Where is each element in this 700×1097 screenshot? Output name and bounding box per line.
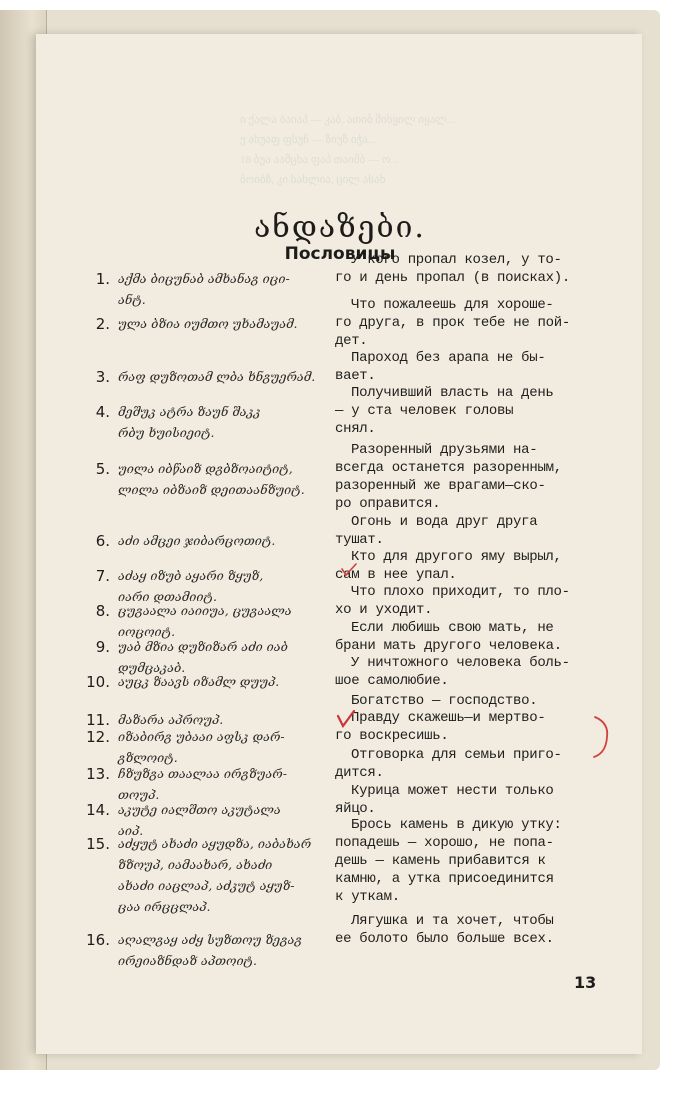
russian-line: дится. — [335, 765, 384, 781]
russian-line: Кто для другого яму вырыл, — [351, 549, 562, 565]
bracket-mark-icon — [592, 715, 612, 759]
russian-line: го воскресишь. — [335, 728, 449, 744]
georgian-line: მეშუკ ატრა ზაუნ შაკკ — [118, 404, 261, 419]
proverb-number: 11. — [86, 711, 110, 729]
proverb-georgian — [118, 671, 330, 692]
proverb-russian — [335, 816, 593, 906]
russian-line: тушат. — [335, 532, 384, 548]
georgian-line: დუმცაკაბ. — [118, 660, 186, 675]
russian-line: брани мать другого человека. — [335, 638, 562, 654]
georgian-line: აძაყ იზუბ აყარი ზყუზ, — [118, 568, 264, 583]
proverb-russian — [335, 746, 593, 782]
proverb-georgian — [118, 313, 330, 334]
georgian-line: მაზარა აპროუპ. — [118, 712, 224, 727]
proverb-number: 6. — [95, 532, 110, 550]
georgian-line: აიპ. — [118, 823, 144, 838]
russian-line: разоренный же врагами—ско- — [335, 478, 546, 494]
georgian-line: აკუტე იალშთო აკუტალა — [118, 802, 281, 817]
russian-line: Курица может нести только — [351, 783, 554, 799]
georgian-line: იზაბირგ უბააი აფსკ დარ- — [118, 729, 285, 744]
proverb-russian — [335, 583, 593, 619]
russian-line: всегда останется разоренным, — [335, 460, 562, 476]
proverb-georgian — [118, 458, 330, 500]
russian-line: Богатство — господство. — [351, 693, 538, 709]
proverb-russian — [335, 709, 593, 745]
georgian-line: აუცკ ზაავს იზამლ დუუპ. — [118, 674, 280, 689]
russian-line: снял. — [335, 421, 376, 437]
russian-line: го друга, в прок тебе не пой- — [335, 315, 570, 331]
proverb-number: 9. — [95, 638, 110, 656]
russian-line: Брось камень в дикую утку: — [351, 817, 562, 833]
georgian-line: იოცოიტ. — [118, 624, 176, 639]
russian-line: У кого пропал козел, у то- — [351, 252, 562, 268]
proverb-russian — [335, 912, 593, 948]
russian-line: камню, а утка присоединится — [335, 871, 554, 887]
russian-line: го и день пропал (в поисках). — [335, 270, 570, 286]
checkmark-icon — [341, 563, 357, 577]
proverb-number: 2. — [95, 315, 110, 333]
georgian-line: ჩზუზგა თაალაა ირგზუარ- — [118, 766, 287, 781]
georgian-line: უილა იბწაიზ დგბზოაიტიტ, — [118, 461, 293, 476]
proverb-number: 16. — [86, 931, 110, 949]
proverb-russian — [335, 692, 593, 710]
russian-line: Разоренный друзьями на- — [351, 442, 538, 458]
georgian-line: იარი დთამიიტ. — [118, 589, 217, 604]
proverb-number: 14. — [86, 801, 110, 819]
russian-line: шое самолюбие. — [335, 673, 449, 689]
proverb-georgian — [118, 726, 330, 768]
georgian-line: რბუ ხუისიეიტ. — [118, 425, 215, 440]
russian-line: дешь — камень прибавится к — [335, 853, 546, 869]
russian-line: к уткам. — [335, 889, 400, 905]
georgian-line: აძი ამცეი ჯიბარცოთიტ. — [118, 533, 276, 548]
proverb-russian — [335, 513, 593, 549]
russian-line: хо и уходит. — [335, 602, 433, 618]
georgian-line: უაბ მზია დუზიზარ აძი იაბ — [118, 639, 288, 654]
russian-line: Если любишь свою мать, не — [351, 620, 554, 636]
proverb-number: 4. — [95, 403, 110, 421]
proverb-russian — [335, 654, 593, 690]
proverb-russian — [335, 384, 593, 438]
russian-line: дет. — [335, 333, 368, 349]
russian-line: вает. — [335, 368, 376, 384]
russian-line: яйцо. — [335, 801, 376, 817]
russian-line: Пароход без арапа не бы- — [351, 350, 546, 366]
ghost-line: 18 ბუა აამცხა ფაპ თაიმბ — ო... — [240, 154, 399, 166]
georgian-line: აქმა ბიცუნაბ ამხანაგ იცი- — [118, 271, 290, 286]
georgian-line: ულა ბზია იუმთო უხამაუამ. — [118, 316, 298, 331]
georgian-line: თოუპ. — [118, 787, 160, 802]
proverb-georgian — [118, 929, 330, 971]
proverb-russian — [335, 251, 593, 287]
georgian-line: ლილა იბზაიზ დეითაანზუიტ. — [118, 482, 305, 497]
proverb-georgian — [118, 401, 330, 443]
georgian-line: ანტ. — [118, 292, 146, 307]
russian-line: Лягушка и та хочет, чтобы — [351, 913, 554, 929]
checkmark-icon — [337, 710, 355, 728]
proverb-russian — [335, 619, 593, 655]
proverb-georgian — [118, 530, 330, 551]
russian-line: сам в нее упал. — [335, 567, 457, 583]
proverb-russian — [335, 441, 593, 513]
proverb-number: 8. — [95, 602, 110, 620]
proverb-russian — [335, 349, 593, 385]
georgian-line: ცუგაალა იაიიუა, ცუგაალა — [118, 603, 292, 618]
proverb-number: 13. — [86, 765, 110, 783]
russian-line: Правду скажешь—и мертво- — [351, 710, 546, 726]
russian-line: Получивший власть на день — [351, 385, 554, 401]
georgian-line: ირეიაზნდაზ აპთოიტ. — [118, 953, 258, 968]
page-title-russian: Пословицы — [284, 244, 396, 264]
russian-line: Отговорка для семьи приго- — [351, 747, 562, 763]
proverb-number: 7. — [95, 567, 110, 585]
georgian-line: აღალგაყ აძყ სუზთოუ ზეგაგ — [118, 932, 303, 947]
proverb-georgian — [118, 268, 330, 310]
proverb-number: 5. — [95, 460, 110, 478]
georgian-line: ახაძი იაცლაპ, აძკუტ აყუზ- — [118, 878, 295, 893]
ghost-line: ი ქალა ბაიაპ — კაბ, ათიბ მისყილ იყალ... — [240, 114, 456, 126]
proverb-number: 3. — [95, 368, 110, 386]
georgian-line: ცაა ირცცლაპ. — [118, 899, 211, 914]
russian-line: Огонь и вода друг друга — [351, 514, 538, 530]
russian-line: У ничтожного человека боль- — [351, 655, 570, 671]
proverb-georgian — [118, 366, 330, 387]
ghost-line: ე ახუაფ ფსუჩ — ზიუზ იჭა... — [240, 134, 377, 146]
page-title-georgian: ანდაზები. — [254, 210, 426, 245]
proverb-russian — [335, 296, 593, 350]
proverb-number: 12. — [86, 728, 110, 746]
russian-line: — у ста человек головы — [335, 403, 514, 419]
proverb-georgian — [118, 833, 330, 917]
page-number: 13 — [574, 973, 597, 992]
georgian-line: აძყუტ ახაძი აყუდზა, იაბახარ — [118, 836, 312, 851]
ghost-line: ბოიბზ, კი სახლია, ცილ ასახ — [240, 174, 386, 186]
proverb-russian — [335, 782, 593, 818]
russian-line: Что плохо приходит, то пло- — [351, 584, 570, 600]
georgian-line: ზზოუპ, იამაახარ, ახაძი — [118, 857, 273, 872]
russian-line: Что пожалеешь для хороше- — [351, 297, 554, 313]
proverb-number: 10. — [86, 673, 110, 691]
georgian-line: გზლოიტ. — [118, 750, 178, 765]
russian-line: ее болото было больше всех. — [335, 931, 554, 947]
proverb-number: 1. — [95, 270, 110, 288]
proverb-russian — [335, 548, 593, 584]
russian-line: попадешь — хорошо, не попа- — [335, 835, 554, 851]
russian-line: ро оправится. — [335, 496, 441, 512]
georgian-line: რაფ დუზოთამ ლბა ხნგუერამ. — [118, 369, 316, 384]
proverb-number: 15. — [86, 835, 110, 853]
